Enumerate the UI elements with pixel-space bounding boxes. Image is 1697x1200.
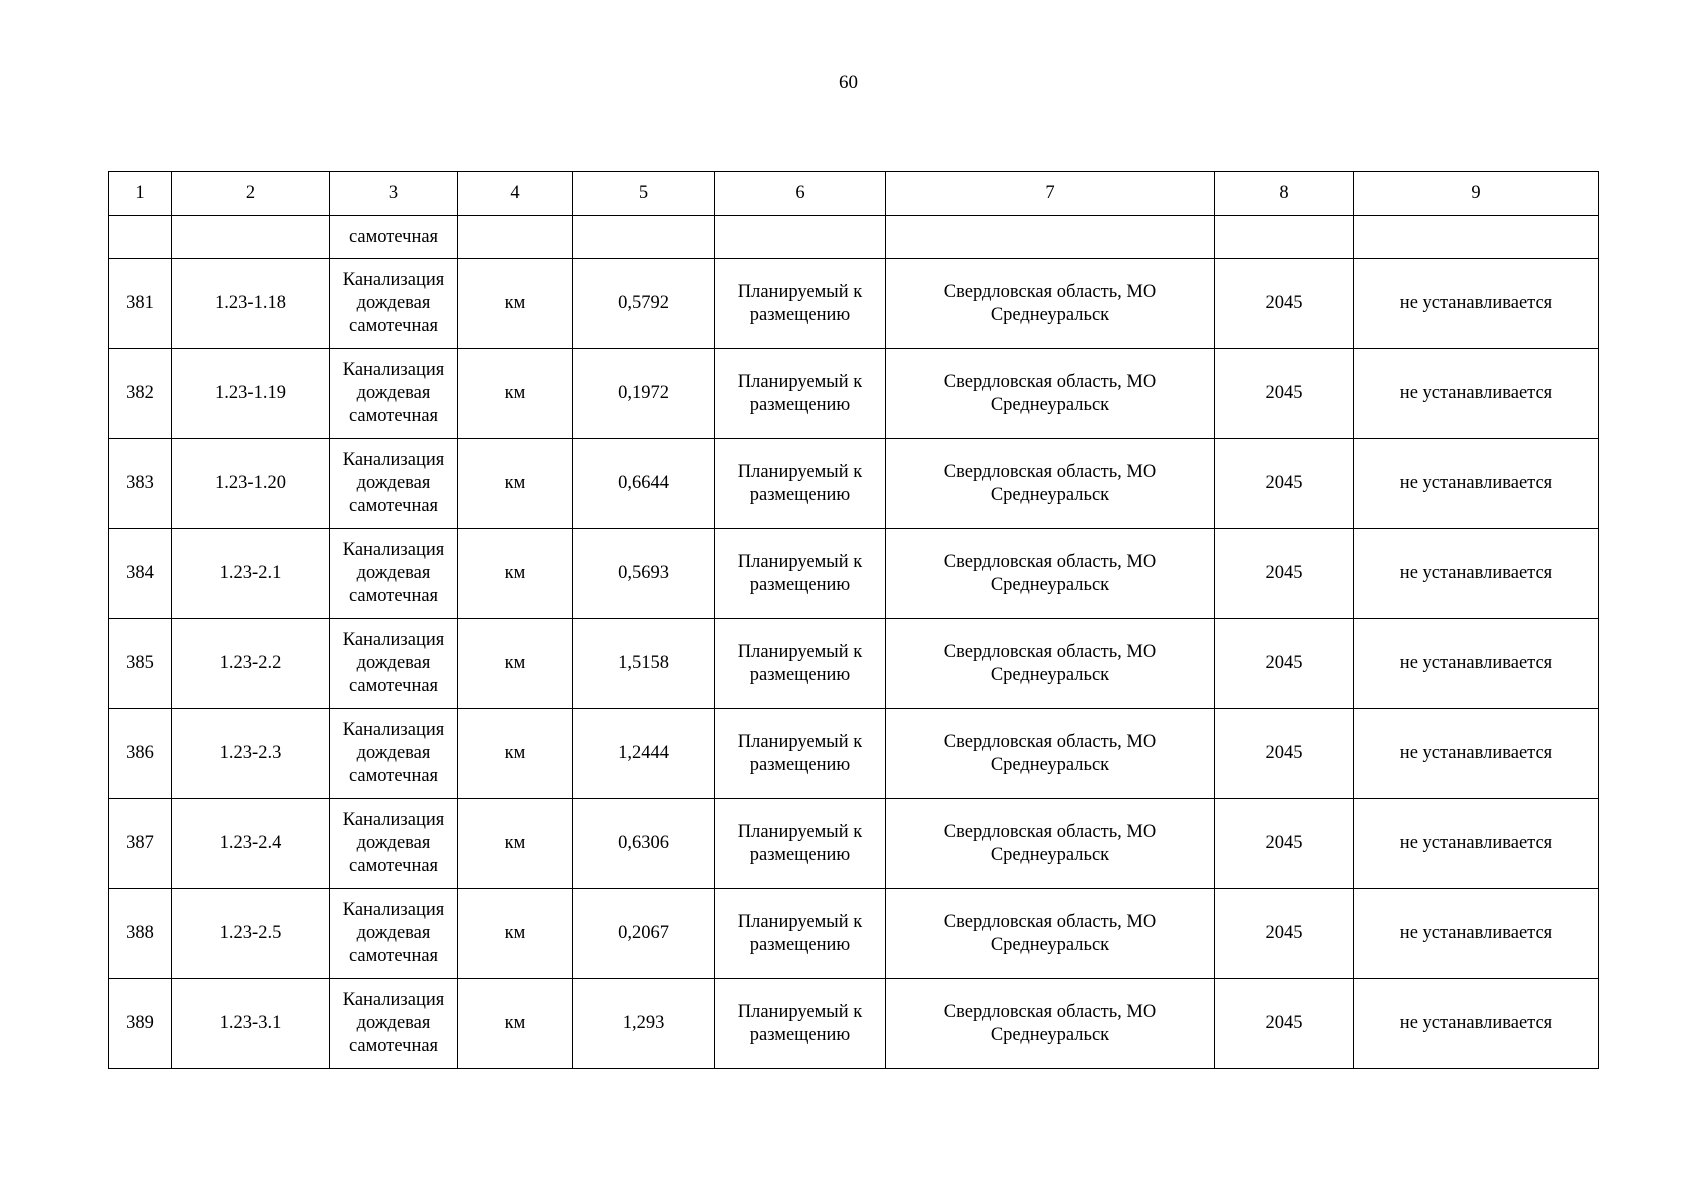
- table-row: [109, 349, 1599, 439]
- zone-cell: не устанавливается: [1354, 709, 1599, 799]
- zone-cell: не устанавливается: [1354, 529, 1599, 619]
- status-cell: Планируемый к размещению: [715, 799, 886, 889]
- continuation-cell-2: [172, 216, 330, 259]
- year-cell: 2045: [1215, 619, 1354, 709]
- table-row: [109, 259, 1599, 349]
- unit-cell: км: [458, 709, 573, 799]
- status-cell: Планируемый к размещению: [715, 439, 886, 529]
- zone-cell: не устанавливается: [1354, 799, 1599, 889]
- zone-cell: не устанавливается: [1354, 259, 1599, 349]
- length-cell: 1,2444: [573, 709, 715, 799]
- location-cell: Свердловская область, МО Среднеуральск: [886, 619, 1215, 709]
- length-cell: 1,293: [573, 979, 715, 1069]
- page-number: 60: [839, 72, 858, 93]
- continuation-cell-5: [573, 216, 715, 259]
- continuation-cell-1: [109, 216, 172, 259]
- zone-cell: не устанавливается: [1354, 889, 1599, 979]
- length-cell: 0,2067: [573, 889, 715, 979]
- location-cell: Свердловская область, МО Среднеуральск: [886, 799, 1215, 889]
- unit-cell: км: [458, 889, 573, 979]
- unit-cell: км: [458, 619, 573, 709]
- unit-cell: км: [458, 349, 573, 439]
- unit-cell: км: [458, 439, 573, 529]
- year-cell: 2045: [1215, 349, 1354, 439]
- object-code-cell: 1.23-1.19: [172, 349, 330, 439]
- length-cell: 0,6644: [573, 439, 715, 529]
- column-number-3: 3: [330, 172, 458, 216]
- year-cell: 2045: [1215, 799, 1354, 889]
- continuation-cell-3: самотечная: [330, 216, 458, 259]
- length-cell: 1,5158: [573, 619, 715, 709]
- column-number-1: 1: [109, 172, 172, 216]
- status-cell: Планируемый к размещению: [715, 349, 886, 439]
- zone-cell: не устанавливается: [1354, 349, 1599, 439]
- location-cell: Свердловская область, МО Среднеуральск: [886, 529, 1215, 619]
- year-cell: 2045: [1215, 889, 1354, 979]
- object-code-cell: 1.23-1.18: [172, 259, 330, 349]
- location-cell: Свердловская область, МО Среднеуральск: [886, 709, 1215, 799]
- column-number-7: 7: [886, 172, 1215, 216]
- column-number-4: 4: [458, 172, 573, 216]
- status-cell: Планируемый к размещению: [715, 619, 886, 709]
- row-number-cell: 381: [109, 259, 172, 349]
- column-number-9: 9: [1354, 172, 1599, 216]
- row-number-cell: 382: [109, 349, 172, 439]
- object-type-cell: Канализация дождевая самотечная: [330, 979, 458, 1069]
- continuation-cell-8: [1215, 216, 1354, 259]
- length-cell: 0,5792: [573, 259, 715, 349]
- year-cell: 2045: [1215, 979, 1354, 1069]
- row-number-cell: 389: [109, 979, 172, 1069]
- object-code-cell: 1.23-2.2: [172, 619, 330, 709]
- location-cell: Свердловская область, МО Среднеуральск: [886, 439, 1215, 529]
- column-number-8: 8: [1215, 172, 1354, 216]
- table-row: [109, 439, 1599, 529]
- length-cell: 0,6306: [573, 799, 715, 889]
- year-cell: 2045: [1215, 709, 1354, 799]
- object-type-cell: Канализация дождевая самотечная: [330, 619, 458, 709]
- zone-cell: не устанавливается: [1354, 979, 1599, 1069]
- continuation-cell-4: [458, 216, 573, 259]
- year-cell: 2045: [1215, 259, 1354, 349]
- row-number-cell: 387: [109, 799, 172, 889]
- object-type-cell: Канализация дождевая самотечная: [330, 709, 458, 799]
- row-number-cell: 384: [109, 529, 172, 619]
- object-code-cell: 1.23-1.20: [172, 439, 330, 529]
- objects-table: [108, 171, 1599, 1069]
- row-number-cell: 386: [109, 709, 172, 799]
- object-code-cell: 1.23-2.4: [172, 799, 330, 889]
- column-number-6: 6: [715, 172, 886, 216]
- object-type-cell: Канализация дождевая самотечная: [330, 259, 458, 349]
- object-type-cell: Канализация дождевая самотечная: [330, 349, 458, 439]
- status-cell: Планируемый к размещению: [715, 529, 886, 619]
- zone-cell: не устанавливается: [1354, 439, 1599, 529]
- column-number-row: [109, 172, 1599, 216]
- object-type-cell: Канализация дождевая самотечная: [330, 529, 458, 619]
- table-row: [109, 799, 1599, 889]
- location-cell: Свердловская область, МО Среднеуральск: [886, 259, 1215, 349]
- location-cell: Свердловская область, МО Среднеуральск: [886, 979, 1215, 1069]
- table-row: [109, 889, 1599, 979]
- year-cell: 2045: [1215, 529, 1354, 619]
- status-cell: Планируемый к размещению: [715, 979, 886, 1069]
- object-type-cell: Канализация дождевая самотечная: [330, 889, 458, 979]
- continuation-row: [109, 216, 1599, 259]
- location-cell: Свердловская область, МО Среднеуральск: [886, 889, 1215, 979]
- row-number-cell: 385: [109, 619, 172, 709]
- object-type-cell: Канализация дождевая самотечная: [330, 439, 458, 529]
- table-row: [109, 619, 1599, 709]
- unit-cell: км: [458, 979, 573, 1069]
- table-row: [109, 979, 1599, 1069]
- location-cell: Свердловская область, МО Среднеуральск: [886, 349, 1215, 439]
- table-row: [109, 529, 1599, 619]
- year-cell: 2045: [1215, 439, 1354, 529]
- unit-cell: км: [458, 799, 573, 889]
- column-number-5: 5: [573, 172, 715, 216]
- object-code-cell: 1.23-2.5: [172, 889, 330, 979]
- zone-cell: не устанавливается: [1354, 619, 1599, 709]
- continuation-cell-9: [1354, 216, 1599, 259]
- column-number-2: 2: [172, 172, 330, 216]
- continuation-cell-6: [715, 216, 886, 259]
- object-code-cell: 1.23-2.1: [172, 529, 330, 619]
- object-type-cell: Канализация дождевая самотечная: [330, 799, 458, 889]
- length-cell: 0,1972: [573, 349, 715, 439]
- continuation-cell-7: [886, 216, 1215, 259]
- table-body: [109, 172, 1599, 1069]
- status-cell: Планируемый к размещению: [715, 259, 886, 349]
- unit-cell: км: [458, 259, 573, 349]
- table-row: [109, 709, 1599, 799]
- row-number-cell: 383: [109, 439, 172, 529]
- object-code-cell: 1.23-2.3: [172, 709, 330, 799]
- status-cell: Планируемый к размещению: [715, 709, 886, 799]
- object-code-cell: 1.23-3.1: [172, 979, 330, 1069]
- unit-cell: км: [458, 529, 573, 619]
- status-cell: Планируемый к размещению: [715, 889, 886, 979]
- length-cell: 0,5693: [573, 529, 715, 619]
- row-number-cell: 388: [109, 889, 172, 979]
